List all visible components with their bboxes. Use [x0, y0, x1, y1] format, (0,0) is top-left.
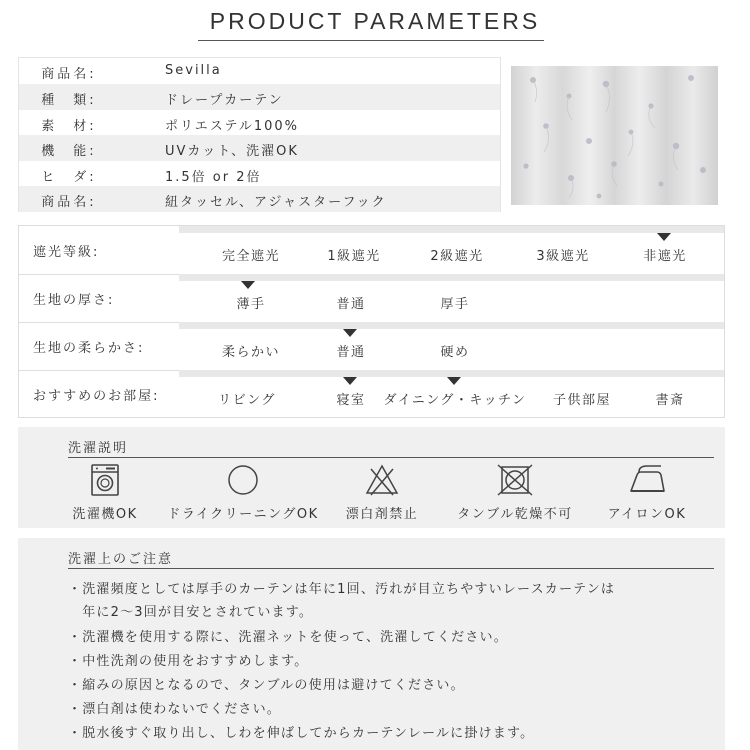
scale-option: 寝室	[336, 393, 366, 408]
scale-option: 2級遮光	[430, 249, 484, 264]
wash-label: ドライクリーニングOK	[167, 507, 319, 522]
spec-value: Sevilla	[165, 63, 222, 78]
spec-row-function	[19, 135, 500, 161]
circle-icon	[226, 463, 260, 497]
page-title: PRODUCT PARAMETERS	[209, 8, 541, 34]
scale-option: リビング	[218, 393, 276, 408]
scale-label-cell	[19, 226, 179, 274]
scale-option: 書斎	[655, 393, 685, 408]
notes-title: 洗濯上のご注意	[68, 552, 174, 567]
no-tumble-dry-icon	[496, 463, 534, 497]
notes-divider	[68, 568, 714, 569]
scale-row-rooms	[19, 370, 724, 418]
parameter-scale-table	[18, 225, 725, 418]
scale-bar	[179, 370, 724, 377]
scale-option: 薄手	[236, 297, 266, 312]
spec-row-pleat	[19, 161, 500, 187]
scale-option: 非遮光	[643, 249, 687, 264]
scale-option: 普通	[336, 297, 366, 312]
scale-option: 厚手	[440, 297, 470, 312]
scale-option: 普通	[336, 345, 366, 360]
scale-option: 柔らかい	[221, 345, 281, 360]
spec-key: ヒ ダ:	[41, 170, 97, 185]
spec-key: 商品名:	[41, 67, 97, 82]
spec-key: 機 能:	[41, 144, 97, 159]
note-line: ・脱水後すぐ取り出し、しわを伸ばしてからカーテンレールに掛けます。	[68, 726, 535, 741]
note-line: ・漂白剤は使わないでください。	[68, 702, 282, 717]
scale-label: 遮光等級:	[33, 245, 100, 260]
washing-divider	[68, 457, 714, 458]
spec-row-accessories	[19, 186, 500, 212]
wash-label: アイロンOK	[607, 507, 687, 522]
iron-icon	[627, 463, 667, 497]
washing-machine-icon	[88, 463, 122, 497]
wash-label: 漂白剤禁止	[345, 507, 419, 522]
selected-marker	[447, 377, 461, 385]
scale-label-cell	[19, 370, 179, 418]
scale-option: 硬め	[440, 345, 470, 360]
note-line: ・洗濯機を使用する際に、洗濯ネットを使って、洗濯してください。	[68, 630, 508, 645]
scale-label: 生地の柔らかさ:	[33, 341, 145, 356]
scale-option: ダイニング・キッチン	[383, 393, 527, 408]
spec-row-type	[19, 84, 500, 110]
scale-label: 生地の厚さ:	[33, 293, 115, 308]
spec-value: UVカット、洗濯OK	[165, 144, 299, 159]
scale-option: 3級遮光	[536, 249, 590, 264]
fabric-photo	[511, 66, 718, 205]
scale-row-thickness	[19, 274, 724, 322]
scale-label-cell	[19, 274, 179, 322]
scale-option: 完全遮光	[221, 249, 281, 264]
wash-label: 洗濯機OK	[72, 507, 138, 522]
scale-label: おすすめのお部屋:	[33, 389, 160, 404]
spec-key: 素 材:	[41, 119, 97, 134]
note-line: ・縮みの原因となるので、タンブルの使用は避けてください。	[68, 678, 465, 693]
scale-bar	[179, 226, 724, 233]
spec-value: ポリエステル100%	[165, 119, 299, 134]
note-line: ・中性洗剤の使用をおすすめします。	[68, 654, 309, 669]
no-bleach-icon	[365, 463, 399, 497]
selected-marker	[343, 329, 357, 337]
spec-row-material	[19, 110, 500, 136]
washing-title: 洗濯説明	[68, 441, 129, 456]
spec-value: ドレープカーテン	[165, 93, 284, 108]
scale-row-blackout	[19, 226, 724, 274]
spec-value: 紐タッセル、アジャスターフック	[165, 195, 387, 210]
selected-marker	[241, 281, 255, 289]
selected-marker	[343, 377, 357, 385]
spec-table	[18, 57, 501, 212]
spec-value: 1.5倍 or 2倍	[165, 170, 262, 185]
scale-row-softness	[19, 322, 724, 370]
wash-label: タンブル乾燥不可	[457, 507, 573, 522]
wash-item-dryclean	[163, 463, 323, 522]
wash-item-machine	[25, 463, 185, 522]
washing-notes	[18, 538, 725, 750]
spec-key: 種 類:	[41, 93, 97, 108]
scale-bar	[179, 322, 724, 329]
selected-marker	[657, 233, 671, 241]
scale-option: 1級遮光	[327, 249, 381, 264]
scale-label-cell	[19, 322, 179, 370]
wash-item-iron	[567, 463, 727, 522]
spec-key: 商品名:	[41, 195, 97, 210]
washing-instructions	[18, 427, 725, 528]
scale-bar	[179, 274, 724, 281]
spec-row-name	[19, 58, 500, 84]
title-underline	[198, 40, 544, 41]
note-line: 年に2～3回が目安とされています。	[68, 605, 314, 620]
note-line: ・洗濯頻度としては厚手のカーテンは年に1回、汚れが目立ちやすいレースカーテンは	[68, 582, 616, 597]
scale-option: 子供部屋	[552, 393, 612, 408]
